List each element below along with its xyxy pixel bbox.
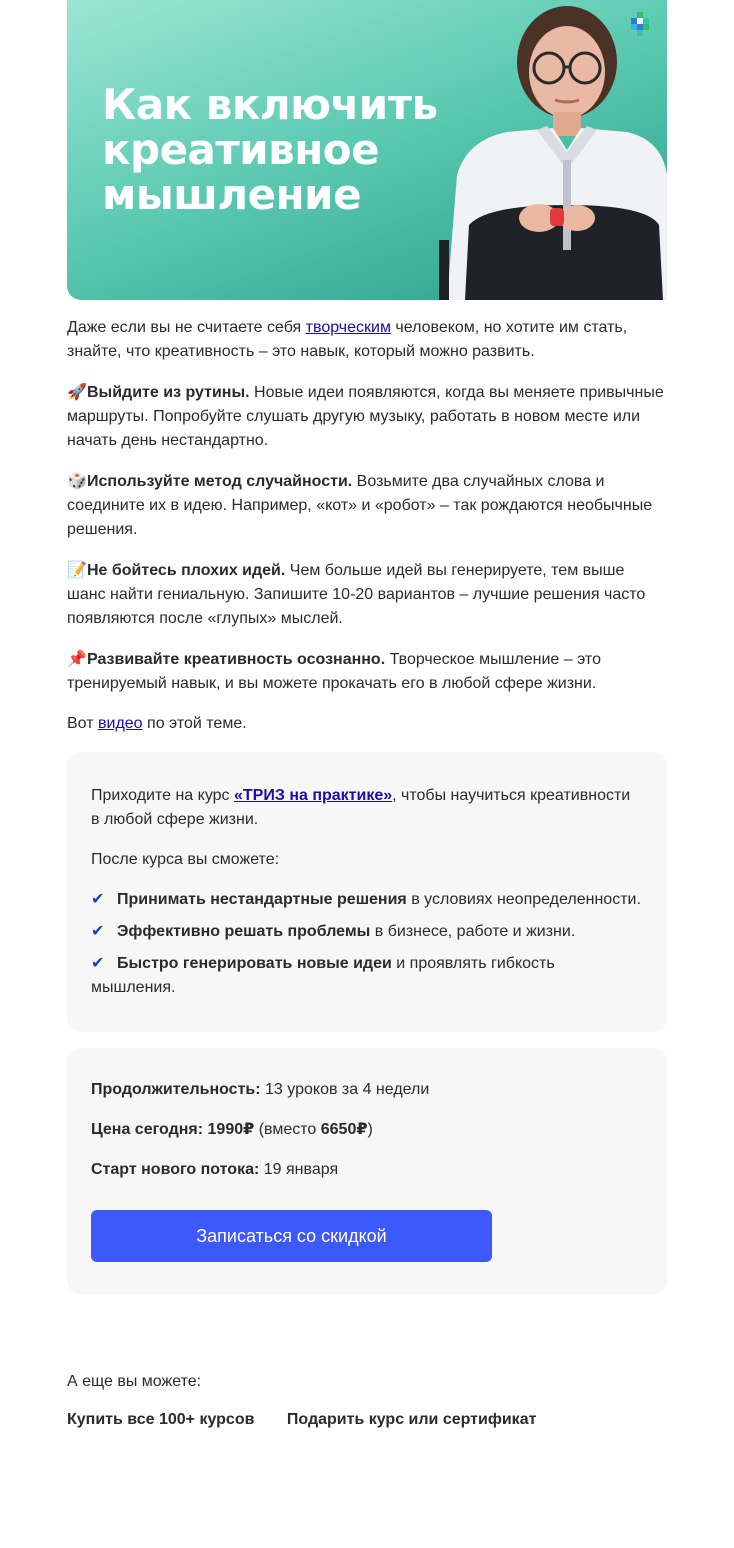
tip-text: Новые идеи появляются, когда вы меняете привычные маршруты. Попробуйте слушать другую музыку, работать в новом месте или начать день нестандартно. (67, 384, 664, 449)
more-options (67, 1408, 667, 1428)
benefits-list (91, 888, 643, 1000)
course-intro (91, 784, 643, 832)
course-intro-end: , чтобы научиться креативности в любой сфере жизни. (91, 787, 631, 828)
check-icon: ✔ (91, 891, 105, 908)
price-old: 6650₽ (320, 1121, 368, 1138)
price-label: Цена сегодня: 1990₽ (91, 1121, 255, 1138)
email-body (67, 0, 667, 1428)
benefit-rest: в бизнесе, работе и жизни. (370, 923, 576, 940)
price-line (91, 1118, 643, 1142)
video-text: Вот (67, 715, 98, 732)
benefit-bold: Эффективно решать проблемы (117, 923, 371, 940)
start-value: 19 января (259, 1161, 339, 1178)
check-icon: ✔ (91, 923, 105, 940)
video-link[interactable]: видео (98, 715, 143, 732)
course-intro-text: Приходите на курс (91, 787, 234, 804)
tip-randomness (67, 469, 667, 542)
duration-line (91, 1078, 643, 1102)
price-after: ) (367, 1121, 373, 1138)
tip-title: Выйдите из рутины. (87, 384, 250, 401)
intro-text: Даже если вы не считаете себя (67, 319, 306, 336)
intro-text-end: человеком, но хотите им стать, знайте, что креативность – это навык, который можно развить. (67, 319, 628, 360)
video-text-end: по этой теме. (142, 715, 247, 732)
tip-title: Не бойтесь плохих идей. (87, 562, 286, 579)
creative-link[interactable]: творческим (305, 319, 391, 336)
gift-course-link[interactable]: Подарить курс или сертификат (286, 1411, 537, 1428)
tip-title: Развивайте креативность осознанно. (87, 651, 386, 668)
benefit-bold: Принимать нестандартные решения (117, 891, 407, 908)
dice-icon: 🎲 (67, 471, 87, 490)
video-line (67, 712, 667, 736)
course-link[interactable]: «ТРИЗ на практике» (234, 787, 393, 804)
tip-text: Чем больше идей вы генерируете, тем выше шанс найти гениальную. Запишите 10-20 вариантов – лучшие решения часто появляются после «глупых» мыслей. (67, 562, 646, 627)
duration-label: Продолжительность: (91, 1081, 261, 1098)
check-icon: ✔ (91, 955, 105, 972)
start-line (91, 1158, 643, 1182)
tip-bad-ideas (67, 558, 667, 631)
details-card (67, 1048, 667, 1294)
benefit-item (91, 920, 643, 944)
price-before: (вместо (254, 1121, 321, 1138)
tip-routine (67, 380, 667, 453)
intro-paragraph (67, 316, 667, 364)
more-label: А еще вы можете: (67, 1373, 202, 1390)
benefit-rest: в условиях неопределенности. (406, 891, 641, 908)
duration-value: 13 уроков за 4 недели (260, 1081, 430, 1098)
benefit-bold: Быстро генерировать новые идеи (117, 955, 392, 972)
benefit-item (91, 888, 643, 912)
memo-icon: 📝 (67, 560, 87, 579)
presenter-photo (427, 0, 667, 300)
benefit-item (91, 952, 643, 1000)
course-card (67, 752, 667, 1032)
tip-consciously (67, 647, 667, 696)
hero-banner[interactable] (67, 0, 667, 300)
after-course-label: После курса вы сможете: (91, 851, 280, 868)
start-label: Старт нового потока: (91, 1161, 260, 1178)
buy-all-courses-link[interactable]: Купить все 100+ курсов (67, 1411, 255, 1428)
tip-title: Используйте метод случайности. (87, 473, 353, 490)
tip-text: Творческое мышление – это тренируемый навык, и вы можете прокачать его в любой сфере жизни. (67, 651, 601, 692)
enroll-discount-button[interactable]: Записаться со скидкой (91, 1210, 492, 1262)
tip-text: Возьмите два случайных слова и соедините их в идею. Например, «кот» и «робот» – так рождаются необычные решения. (67, 473, 653, 538)
benefit-rest: и проявлять гибкость мышления. (91, 955, 555, 996)
rocket-icon: 🚀 (67, 382, 87, 401)
pin-icon: 📌 (67, 649, 87, 668)
hero-title: Как включить креативное мышление (102, 80, 438, 219)
